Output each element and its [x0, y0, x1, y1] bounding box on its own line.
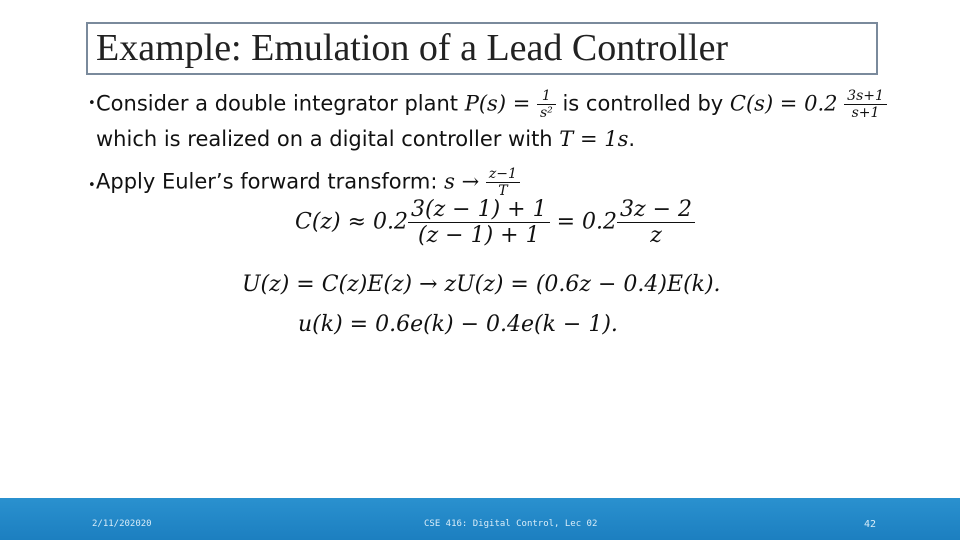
bullet-1-line-2-text: which is realized on a digital controller with	[96, 127, 560, 151]
plant-expression: P(s) =	[464, 91, 537, 116]
plant-numerator: 1	[537, 88, 556, 105]
bullet-1-line-1	[96, 88, 887, 121]
euler-fraction	[486, 166, 520, 199]
eq1-lhs: C(z) ≈ 0.2	[295, 209, 408, 235]
eq1-fraction-2	[617, 197, 695, 248]
equation-uk: u(k) = 0.6e(k) − 0.4e(k − 1).	[298, 312, 618, 337]
controller-fraction	[844, 88, 887, 121]
eq1-mid: = 0.2	[556, 209, 618, 235]
slide-title: Example: Emulation of a Lead Controller	[96, 27, 729, 69]
footer-date: 2/11/202020	[92, 519, 152, 529]
sample-time: T = 1s	[559, 127, 629, 151]
controller-expression: C(s) = 0.2	[729, 91, 845, 116]
bullet-2-text: Apply Euler’s forward transform:	[96, 169, 445, 194]
bullet-1-line-2-period: .	[628, 127, 636, 151]
euler-denominator: T	[498, 183, 508, 199]
bullet-marker: •	[88, 178, 96, 193]
bullet-2-line	[96, 166, 520, 199]
footer-page-number: 42	[864, 519, 877, 530]
euler-mapping: s →	[444, 169, 486, 194]
controller-denominator: s+1	[851, 105, 880, 121]
bullet-1-text-b: is controlled by	[555, 91, 730, 116]
eq1-numerator-2: 3z − 2	[617, 197, 695, 223]
eq1-fraction-1	[408, 197, 550, 248]
bullet-1-text-a: Consider a double integrator plant	[96, 91, 465, 116]
bullet-1-line-2	[96, 127, 635, 151]
controller-numerator: 3s+1	[844, 88, 887, 105]
plant-fraction	[537, 88, 556, 121]
plant-denominator: s²	[539, 105, 553, 121]
equation-cz	[295, 197, 695, 248]
equation-uz: U(z) = C(z)E(z) → zU(z) = (0.6z − 0.4)E(k).	[242, 272, 721, 297]
eq1-numerator-1: 3(z − 1) + 1	[408, 197, 550, 223]
bullet-marker: •	[88, 96, 96, 111]
eq1-denominator-2: z	[650, 223, 662, 248]
euler-numerator: z−1	[486, 166, 520, 183]
eq1-denominator-1: (z − 1) + 1	[418, 223, 540, 248]
footer-course: CSE 416: Digital Control, Lec 02	[424, 519, 598, 529]
